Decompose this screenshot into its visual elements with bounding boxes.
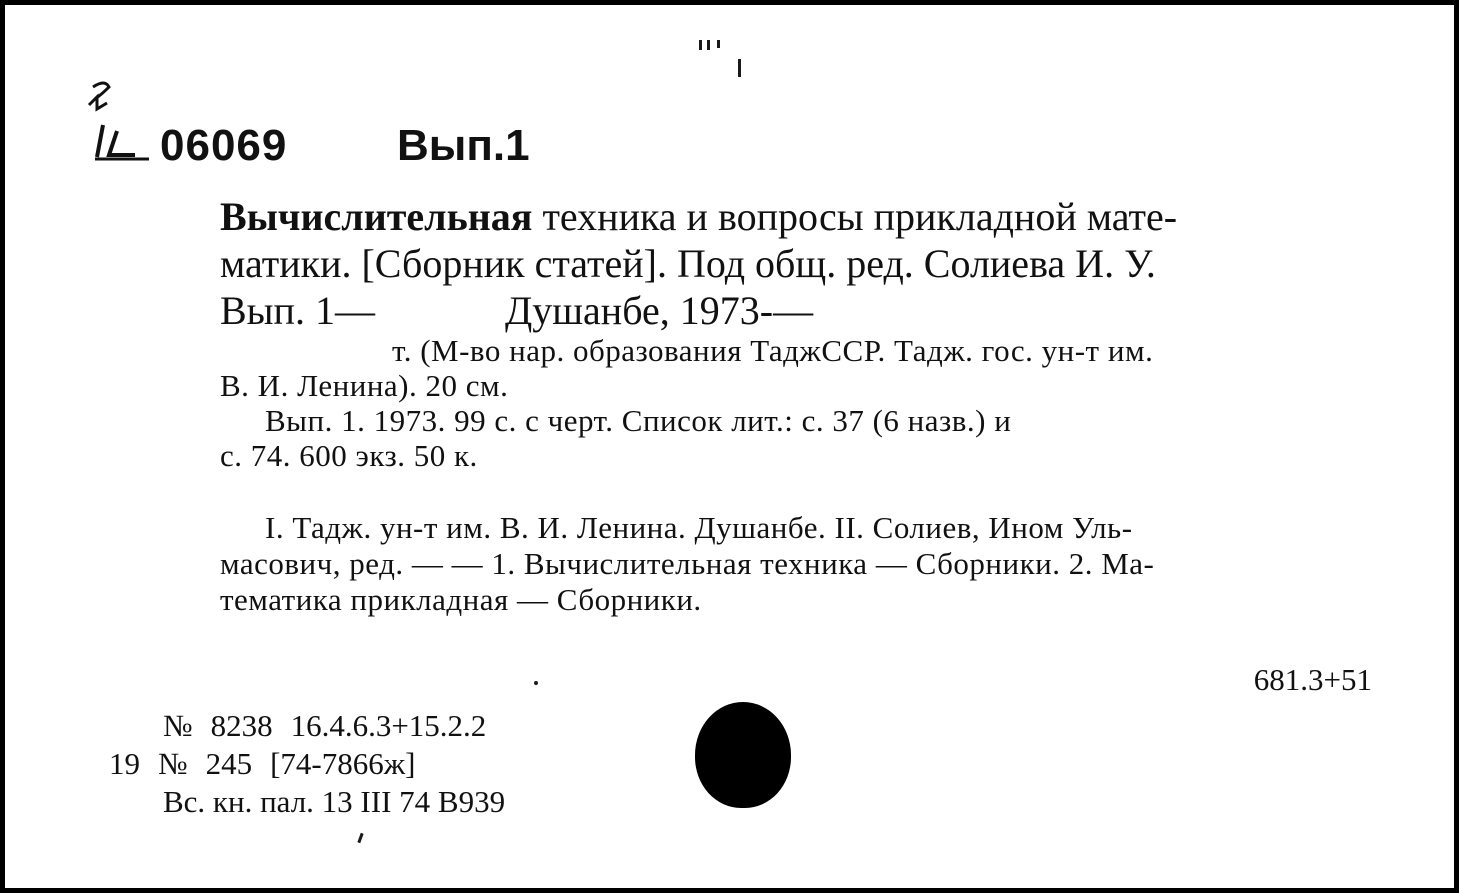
stray-mark bbox=[357, 833, 363, 843]
description-block bbox=[220, 333, 1385, 473]
handwritten-note-icon bbox=[83, 75, 155, 163]
description-line-2: В. И. Ленина). 20 см. bbox=[220, 368, 509, 403]
year-prefix: 19 bbox=[109, 746, 140, 781]
number-sign: № bbox=[158, 746, 188, 781]
registration-number: 8238 bbox=[210, 708, 273, 743]
top-mark bbox=[699, 40, 702, 50]
registration-code: 16.4.6.3+15.2.2 bbox=[290, 708, 487, 743]
title-block bbox=[220, 193, 1385, 334]
top-mark bbox=[707, 40, 710, 50]
registration-line-3: Вс. кн. пал. 13 III 74 В939 bbox=[163, 784, 506, 819]
registration-block bbox=[109, 707, 505, 821]
issue-line-right: Душанбе, 1973-— bbox=[504, 288, 814, 333]
description-line-1: т. (М-во нар. образования ТаджССР. Тадж. гос. ун-т им. bbox=[392, 333, 1154, 368]
stray-mark bbox=[534, 681, 538, 685]
title-line-1 bbox=[220, 193, 1385, 240]
issue-label: Вып.1 bbox=[397, 121, 530, 170]
order-code: [74-7866ж] bbox=[270, 746, 416, 781]
top-mark bbox=[717, 40, 720, 48]
subject-line-3: тематика прикладная — Сборники. bbox=[220, 582, 702, 617]
punch-hole-icon bbox=[695, 702, 791, 808]
registration-line-1 bbox=[109, 707, 505, 745]
subject-line-2: масович, ред. — — 1. Вычислительная техника — Сборники. 2. Ма- bbox=[220, 546, 1155, 581]
subject-headings-block bbox=[220, 510, 1385, 618]
title-bold-word: Вычислительная bbox=[220, 194, 533, 239]
number-sign: № bbox=[163, 708, 193, 743]
top-mark bbox=[738, 59, 741, 77]
title-line-2: матики. [Сборник статей]. Под общ. ред. Солиева И. У. bbox=[220, 241, 1156, 286]
description-line-3: Вып. 1. 1973. 99 с. с черт. Список лит.: с. 37 (6 назв.) и bbox=[265, 403, 1012, 438]
title-line-1-rest: техника и вопросы прикладной мате- bbox=[532, 194, 1178, 239]
classification-code: 681.3+51 bbox=[1253, 662, 1372, 697]
issue-line-left: Вып. 1— bbox=[220, 288, 375, 333]
issue-line bbox=[220, 287, 1385, 334]
registration-line-2 bbox=[109, 745, 505, 783]
description-line-4: с. 74. 600 экз. 50 к. bbox=[220, 438, 478, 473]
subject-line-1: I. Тадж. ун-т им. В. И. Ленина. Душанбе. II. Солиев, Ином Уль- bbox=[265, 510, 1133, 545]
card-number: 06069 bbox=[160, 121, 288, 170]
order-number: 245 bbox=[205, 746, 253, 781]
